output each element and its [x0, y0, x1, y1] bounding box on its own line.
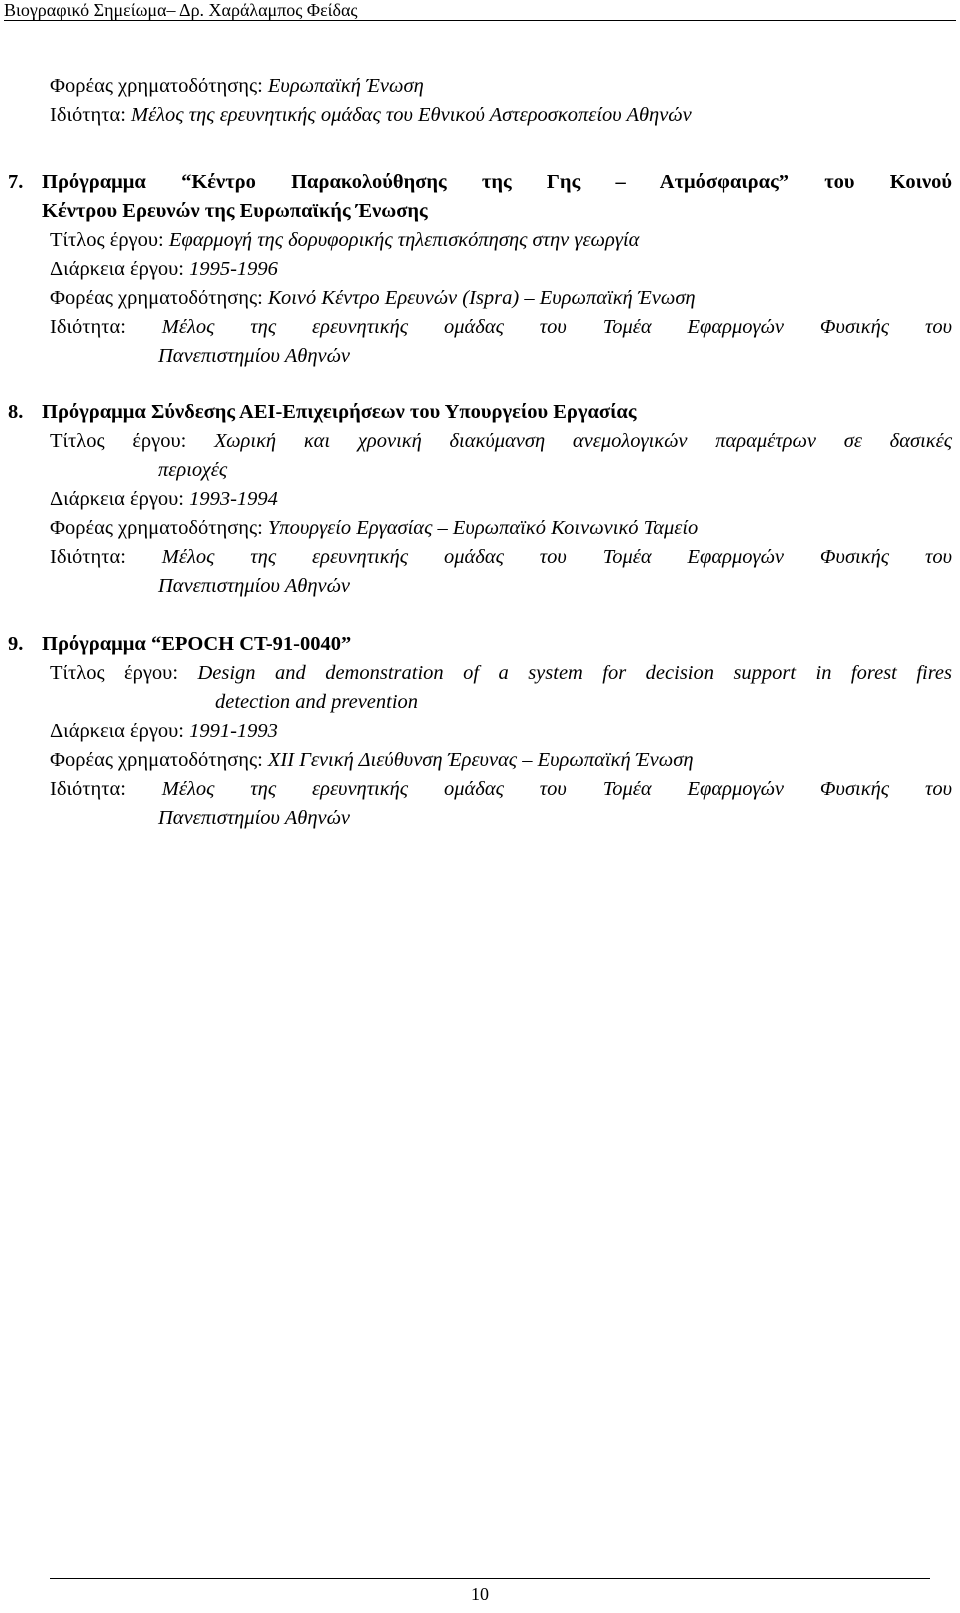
footer-rule	[50, 1578, 930, 1579]
role-label: Ιδιότητα:	[50, 316, 162, 338]
role-value-cont: Πανεπιστημίου Αθηνών	[158, 807, 350, 829]
program-title: Πρόγραμμα Σύνδεσης ΑΕΙ-Επιχειρήσεων του Υπουργείου Εργασίας	[42, 401, 637, 423]
duration-line	[8, 255, 952, 284]
project-value: Εφαρμογή της δορυφορικής τηλεπισκόπησης στην γεωργία	[168, 229, 640, 251]
funder-value: Κοινό Κέντρο Ερευνών (Ispra) – Ευρωπαϊκή Ένωση	[267, 287, 696, 309]
program-title: Πρόγραμμα “EPOCH CT-91-0040”	[42, 633, 352, 655]
funder-line	[8, 746, 952, 775]
funder-value: Υπουργείο Εργασίας – Ευρωπαϊκό Κοινωνικό Ταμείο	[267, 517, 699, 539]
duration-line	[8, 485, 952, 514]
program-title: Πρόγραμμα “Κέντρο Παρακολούθησης της Γης – Ατμόσφαιρας” του Κοινού	[42, 171, 952, 193]
role-label: Ιδιότητα:	[50, 546, 162, 568]
running-header: Βιογραφικό Σημείωμα– Δρ. Χαράλαμπος Φείδας	[4, 0, 956, 21]
duration-value: 1991-1993	[189, 720, 278, 742]
funder-value: Ευρωπαϊκή Ένωση	[267, 75, 424, 97]
funder-value: ΧΙΙ Γενική Διεύθυνση Έρευνας – Ευρωπαϊκή Ένωση	[267, 749, 694, 771]
role-line	[50, 101, 692, 130]
program-8	[8, 398, 952, 601]
role-value-cont: Πανεπιστημίου Αθηνών	[158, 575, 350, 597]
project-value-cont: detection and prevention	[215, 691, 419, 713]
duration-label: Διάρκεια έργου:	[50, 258, 190, 280]
program-9	[8, 630, 952, 833]
program-title-row	[8, 168, 952, 197]
duration-label: Διάρκεια έργου:	[50, 720, 190, 742]
project-label: Τίτλος έργου:	[50, 430, 215, 452]
page-footer	[0, 1584, 960, 1604]
role-value: Μέλος της ερευνητικής ομάδας του Τομέα Εφαρμογών Φυσικής του	[161, 546, 952, 568]
program-title-row	[8, 398, 952, 427]
project-value: Design and demonstration of a system for decision support in forest fires	[197, 662, 953, 684]
program-number: 7.	[8, 171, 24, 193]
funder-label: Φορέας χρηματοδότησης:	[50, 517, 268, 539]
role-value: Μέλος της ερευνητικής ομάδας του Τομέα Εφαρμογών Φυσικής του	[161, 316, 952, 338]
program-7	[8, 168, 952, 371]
funder-label: Φορέας χρηματοδότησης:	[50, 749, 268, 771]
project-value: Χωρική και χρονική διακύμανση ανεμολογικών παραμέτρων σε δασικές	[214, 430, 953, 452]
duration-value: 1993-1994	[189, 488, 278, 510]
project-value-cont: περιοχές	[158, 459, 228, 481]
role-line	[8, 543, 952, 572]
project-label: Τίτλος έργου:	[50, 229, 169, 251]
program-title-row	[8, 630, 952, 659]
funder-label: Φορέας χρηματοδότησης:	[50, 287, 268, 309]
page-number: 10	[471, 1584, 489, 1604]
funder-line	[8, 284, 952, 313]
program-number: 8.	[8, 401, 24, 423]
project-label: Τίτλος έργου:	[50, 662, 198, 684]
program-title-cont: Κέντρου Ερευνών της Ευρωπαϊκής Ένωσης	[42, 200, 428, 222]
role-line	[8, 775, 952, 804]
duration-value: 1995-1996	[189, 258, 278, 280]
duration-line	[8, 717, 952, 746]
role-label: Ιδιότητα:	[50, 104, 132, 126]
role-line	[8, 313, 952, 342]
duration-label: Διάρκεια έργου:	[50, 488, 190, 510]
role-value: Μέλος της ερευνητικής ομάδας του Τομέα Εφαρμογών Φυσικής του	[161, 778, 952, 800]
project-title-line	[8, 427, 952, 456]
role-label: Ιδιότητα:	[50, 778, 162, 800]
program-number: 9.	[8, 633, 24, 655]
project-title-line	[8, 226, 952, 255]
funder-line	[8, 514, 952, 543]
project-title-line	[8, 659, 952, 688]
funder-label: Φορέας χρηματοδότησης:	[50, 75, 268, 97]
prelude-block	[50, 72, 692, 130]
role-value-cont: Πανεπιστημίου Αθηνών	[158, 345, 350, 367]
role-value: Μέλος της ερευνητικής ομάδας του Εθνικού Αστεροσκοπείου Αθηνών	[131, 104, 692, 126]
funder-line	[50, 72, 692, 101]
